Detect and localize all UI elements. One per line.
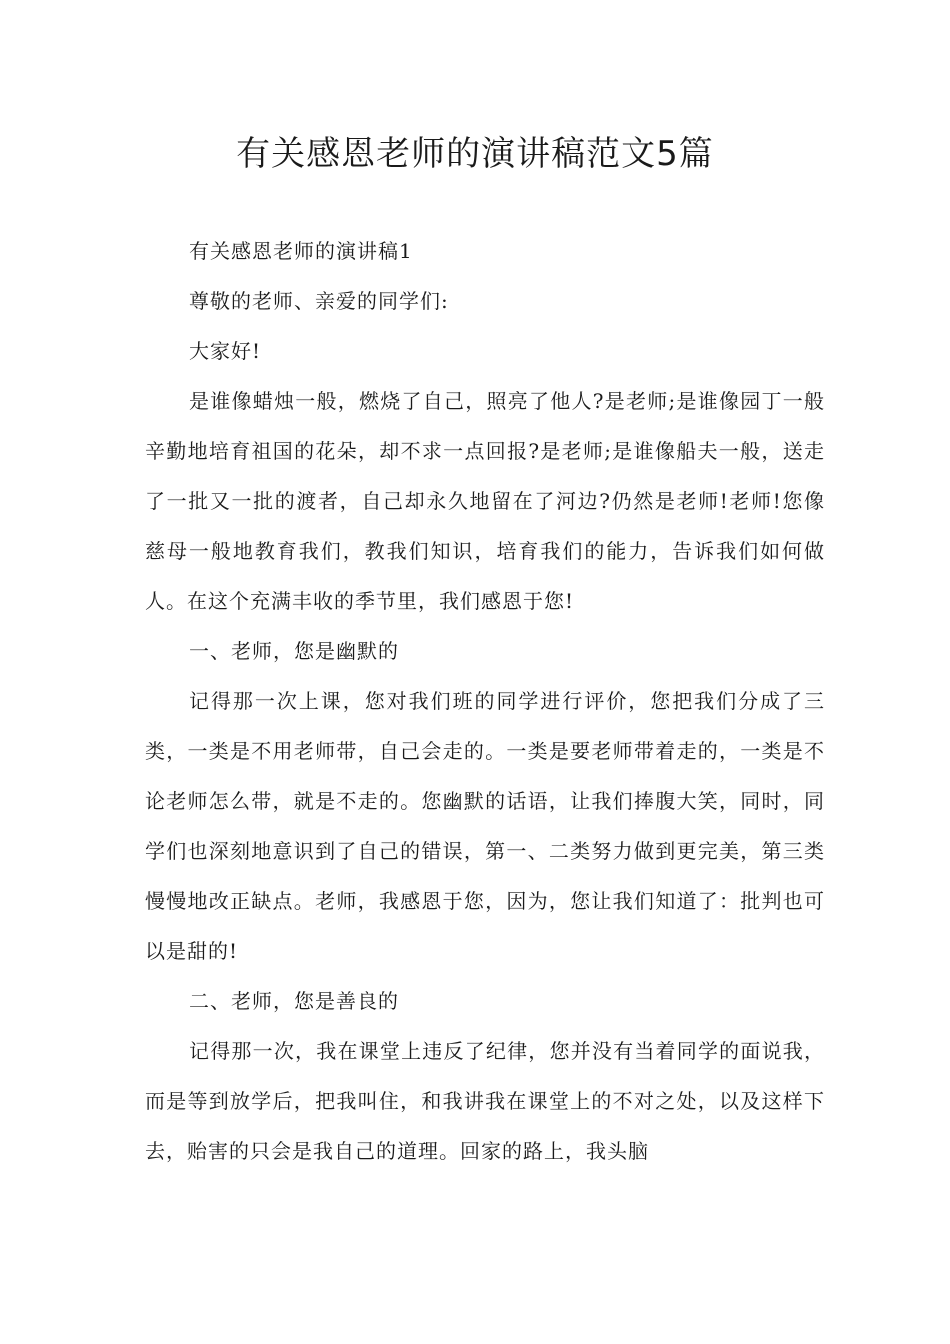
section-heading: 一、老师，您是幽默的 <box>189 639 399 663</box>
greeting: 大家好! <box>189 339 262 363</box>
body-paragraph: 记得那一次上课，您对我们班的同学进行评价，您把我们分成了三类，一类是不用老师带，自己会走的。一类是要老师带着走的，一类是不论老师怎么带，就是不走的。您幽默的话语，让我们捧腹大笑，同时，同学们也深刻地意识到了自己的错误，第一、二类努力做到更完美，第三类慢慢地改正缺点。老师，我感恩于您，因为，您让我们知道了：批判也可以是甜的! <box>145 689 825 963</box>
speech-heading: 有关感恩老师的演讲稿1 <box>189 239 413 263</box>
document-body <box>145 226 825 1176</box>
body-paragraph: 是谁像蜡烛一般，燃烧了自己，照亮了他人?是老师;是谁像园丁一般辛勤地培育祖国的花朵，却不求一点回报?是老师;是谁像船夫一般，送走了一批又一批的渡者，自己却永久地留在了河边?仍然是老师!老师!您像慈母一般地教育我们，教我们知识，培育我们的能力，告诉我们如何做人。在这个充满丰收的季节里，我们感恩于您! <box>145 389 825 613</box>
section-heading: 二、老师，您是善良的 <box>189 989 399 1013</box>
body-paragraph: 记得那一次，我在课堂上违反了纪律，您并没有当着同学的面说我，而是等到放学后，把我叫住，和我讲我在课堂上的不对之处，以及这样下去，贻害的只会是我自己的道理。回家的路上，我头脑 <box>145 1039 825 1163</box>
salutation: 尊敬的老师、亲爱的同学们: <box>189 289 449 313</box>
document-title: 有关感恩老师的演讲稿范文5篇 <box>236 134 714 174</box>
